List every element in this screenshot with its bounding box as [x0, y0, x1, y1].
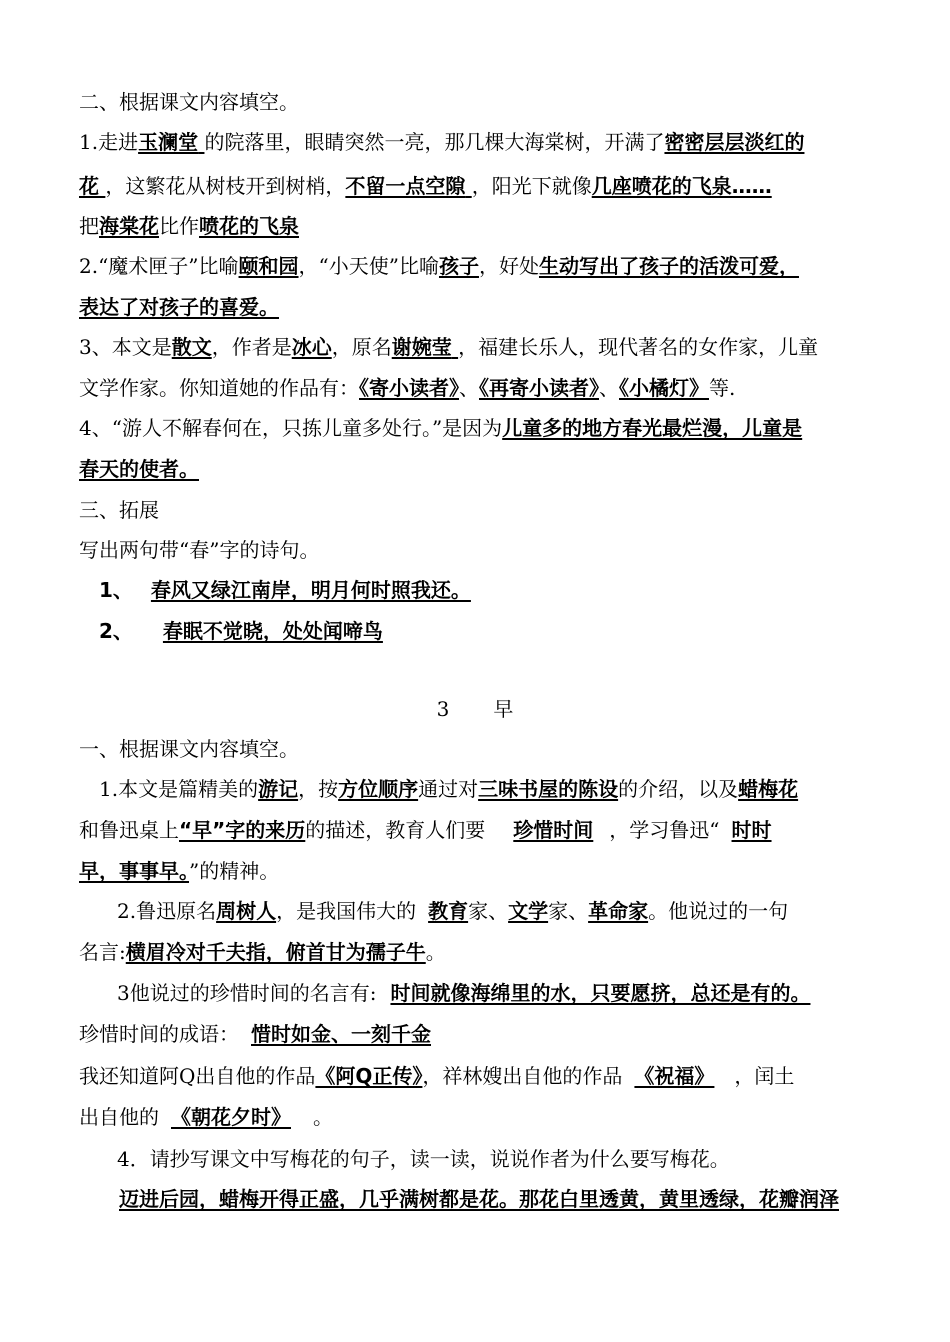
answer-revolutionary: 革命家	[588, 899, 649, 923]
answer-wintersweet: 蜡梅花	[738, 777, 799, 801]
text: 的院落里，眼睛突然一亮，那几棵大海棠树，开满了	[204, 130, 665, 154]
answer-origin: “早”字的来历	[179, 818, 306, 842]
text: 等.	[709, 376, 736, 400]
answer-reason: 儿童多的地方春光最烂漫，儿童是	[502, 416, 803, 440]
lesson-number: 3	[436, 697, 450, 721]
l3-q3-line2	[79, 1020, 431, 1048]
answer-idioms: 惜时如金、一刻千金	[251, 1022, 431, 1046]
q2-line1	[79, 252, 799, 280]
text: 4．请抄写课文中写梅花的句子，读一读，说说作者为什么要写梅花。	[117, 1147, 730, 1171]
poem-text: 春眠不觉晓，处处闻啼鸟	[162, 619, 383, 643]
answer-benefit: 生动写出了孩子的活泼可爱，	[538, 254, 799, 278]
answer-education: 教育	[428, 899, 469, 923]
q4-line1	[79, 414, 802, 442]
poem-num: 1、	[99, 578, 133, 602]
l3-q1-line2	[79, 816, 772, 844]
answer-prose: 散文	[171, 335, 212, 359]
answer-plum-sentence: 迈进后园，蜡梅开得正盛，几乎满树都是花。那花白里透黄，黄里透绿，花瓣润泽	[119, 1187, 839, 1211]
prompt-text: 写出两句带“春”字的诗句。	[79, 538, 320, 562]
answer-furnishings: 三味书屋的陈设	[478, 777, 619, 801]
poem-num: 2、	[99, 619, 133, 643]
answer-reason-cont: 春天的使者。	[79, 457, 199, 481]
answer-blessing: 《祝福》	[634, 1064, 715, 1088]
q1-line2	[79, 172, 772, 200]
l3-q2-line2	[79, 938, 446, 966]
answer-children: 孩子	[438, 254, 479, 278]
answer-zhoushuren: 周树人	[216, 899, 277, 923]
answer-ahq: 《阿Q正传》	[315, 1064, 423, 1088]
text: 、	[599, 376, 619, 400]
heading-text: 二、根据课文内容填空。	[79, 90, 299, 114]
section-heading-fill-2	[79, 735, 299, 763]
answer-haitang: 海棠花	[99, 214, 159, 238]
q2-line2	[79, 293, 279, 321]
poem-text: 春风又绿江南岸，明月何时照我还。	[150, 578, 471, 602]
text: 家、	[468, 899, 509, 923]
q4-line2	[79, 455, 199, 483]
text: 把	[79, 214, 99, 238]
answer-work2: 《再寄小读者》	[479, 376, 599, 400]
l3-q3-line4	[79, 1103, 333, 1131]
lesson-title	[0, 695, 950, 723]
extend-prompt	[79, 536, 319, 564]
text: 1.本文是篇精美的	[99, 777, 259, 801]
text: 1.走进	[79, 130, 139, 154]
text: ，阳光下就像	[471, 174, 592, 198]
text: ，原名	[331, 335, 392, 359]
l3-q2-line1	[117, 897, 788, 925]
l3-q4-line2	[79, 1185, 839, 1213]
text: ”的精神。	[189, 859, 280, 883]
answer-always-cont: 早，事事早。	[79, 859, 189, 883]
text: ，按	[298, 777, 339, 801]
section-heading-fill	[79, 88, 299, 116]
text: 名言:	[79, 940, 126, 964]
answer-benefit-cont: 表达了对孩子的喜爱。	[79, 295, 279, 319]
section-heading-extend	[79, 496, 159, 524]
answer-fountain2: 喷花的飞泉	[199, 214, 299, 238]
answer-yiheyuan: 颐和园	[238, 254, 299, 278]
text: 文学作家。你知道她的作品有：	[79, 376, 359, 400]
answer-literature: 文学	[508, 899, 549, 923]
text: 家、	[548, 899, 589, 923]
answer-cherish-time: 珍惜时间	[513, 818, 594, 842]
answer-flowers-cont: 花	[79, 174, 99, 198]
q1-line1	[79, 128, 804, 156]
text: 。他说过的一句	[648, 899, 789, 923]
answer-work3: 《小橘灯》	[619, 376, 709, 400]
l3-q4-line1	[117, 1145, 730, 1173]
answer-bingxin: 冰心	[291, 335, 332, 359]
text: ，这繁花从树枝开到树梢，	[105, 174, 346, 198]
answer-order: 方位顺序	[338, 777, 419, 801]
text: ，祥林嫂出自他的作品	[422, 1064, 623, 1088]
answer-original-name: 谢婉莹	[391, 335, 452, 359]
text: 我还知道阿Q出自他的作品	[79, 1064, 316, 1088]
text: 的介绍，以及	[618, 777, 739, 801]
answer-time-quote: 时间就像海绵里的水，只要愿挤，总还是有的。	[390, 981, 811, 1005]
text: 珍惜时间的成语：	[79, 1022, 239, 1046]
answer-quote: 横眉冷对千夫指，俯首甘为孺子牛	[125, 940, 426, 964]
answer-fountain: 几座喷花的飞泉……	[591, 174, 772, 198]
text: 比作	[159, 214, 199, 238]
q3-line2	[79, 374, 735, 402]
text: 。	[313, 1105, 333, 1129]
lesson-name: 早	[493, 697, 514, 721]
l3-q1-line1	[99, 775, 798, 803]
answer-flowers: 密密层层淡红的	[664, 130, 805, 154]
heading-text: 一、根据课文内容填空。	[79, 737, 299, 761]
l3-q3-line1	[117, 979, 810, 1007]
l3-q3-line3	[79, 1062, 794, 1090]
text: ，好处	[478, 254, 539, 278]
text: ，作者是	[211, 335, 292, 359]
text: 2.鲁迅原名	[117, 899, 217, 923]
heading-text: 三、拓展	[79, 498, 159, 522]
answer-travelogue: 游记	[258, 777, 299, 801]
answer-work1: 《寄小读者》	[359, 376, 459, 400]
l3-q1-line3	[79, 857, 279, 885]
poem-item	[99, 617, 383, 645]
text: 。	[425, 940, 446, 964]
text: ，闰土	[734, 1064, 795, 1088]
answer-yulantang: 玉澜堂	[138, 130, 199, 154]
q3-line1	[79, 333, 818, 361]
text: ，是我国伟大的	[276, 899, 417, 923]
text: 3、本文是	[79, 335, 172, 359]
text: 和鲁迅桌上	[79, 818, 179, 842]
text: ，“小天使”比喻	[298, 254, 439, 278]
answer-no-gap: 不留一点空隙	[345, 174, 466, 198]
text: 出自他的	[79, 1105, 159, 1129]
q1-line3	[79, 212, 299, 240]
text: 3他说过的珍惜时间的名言有:	[117, 981, 377, 1005]
answer-always: 时时	[731, 818, 772, 842]
text: 、	[459, 376, 479, 400]
text: 4、“游人不解春何在，只拣儿童多处行。”是因为	[79, 416, 503, 440]
text: 通过对	[418, 777, 479, 801]
text: 2.“魔术匣子”比喻	[79, 254, 239, 278]
answer-dawn-blossoms: 《朝花夕时》	[171, 1105, 291, 1129]
text: ，学习鲁迅“	[609, 818, 720, 842]
text: 的描述，教育人们要	[305, 818, 486, 842]
text: ，福建长乐人，现代著名的女作家，儿童	[458, 335, 819, 359]
poem-item	[99, 576, 471, 604]
